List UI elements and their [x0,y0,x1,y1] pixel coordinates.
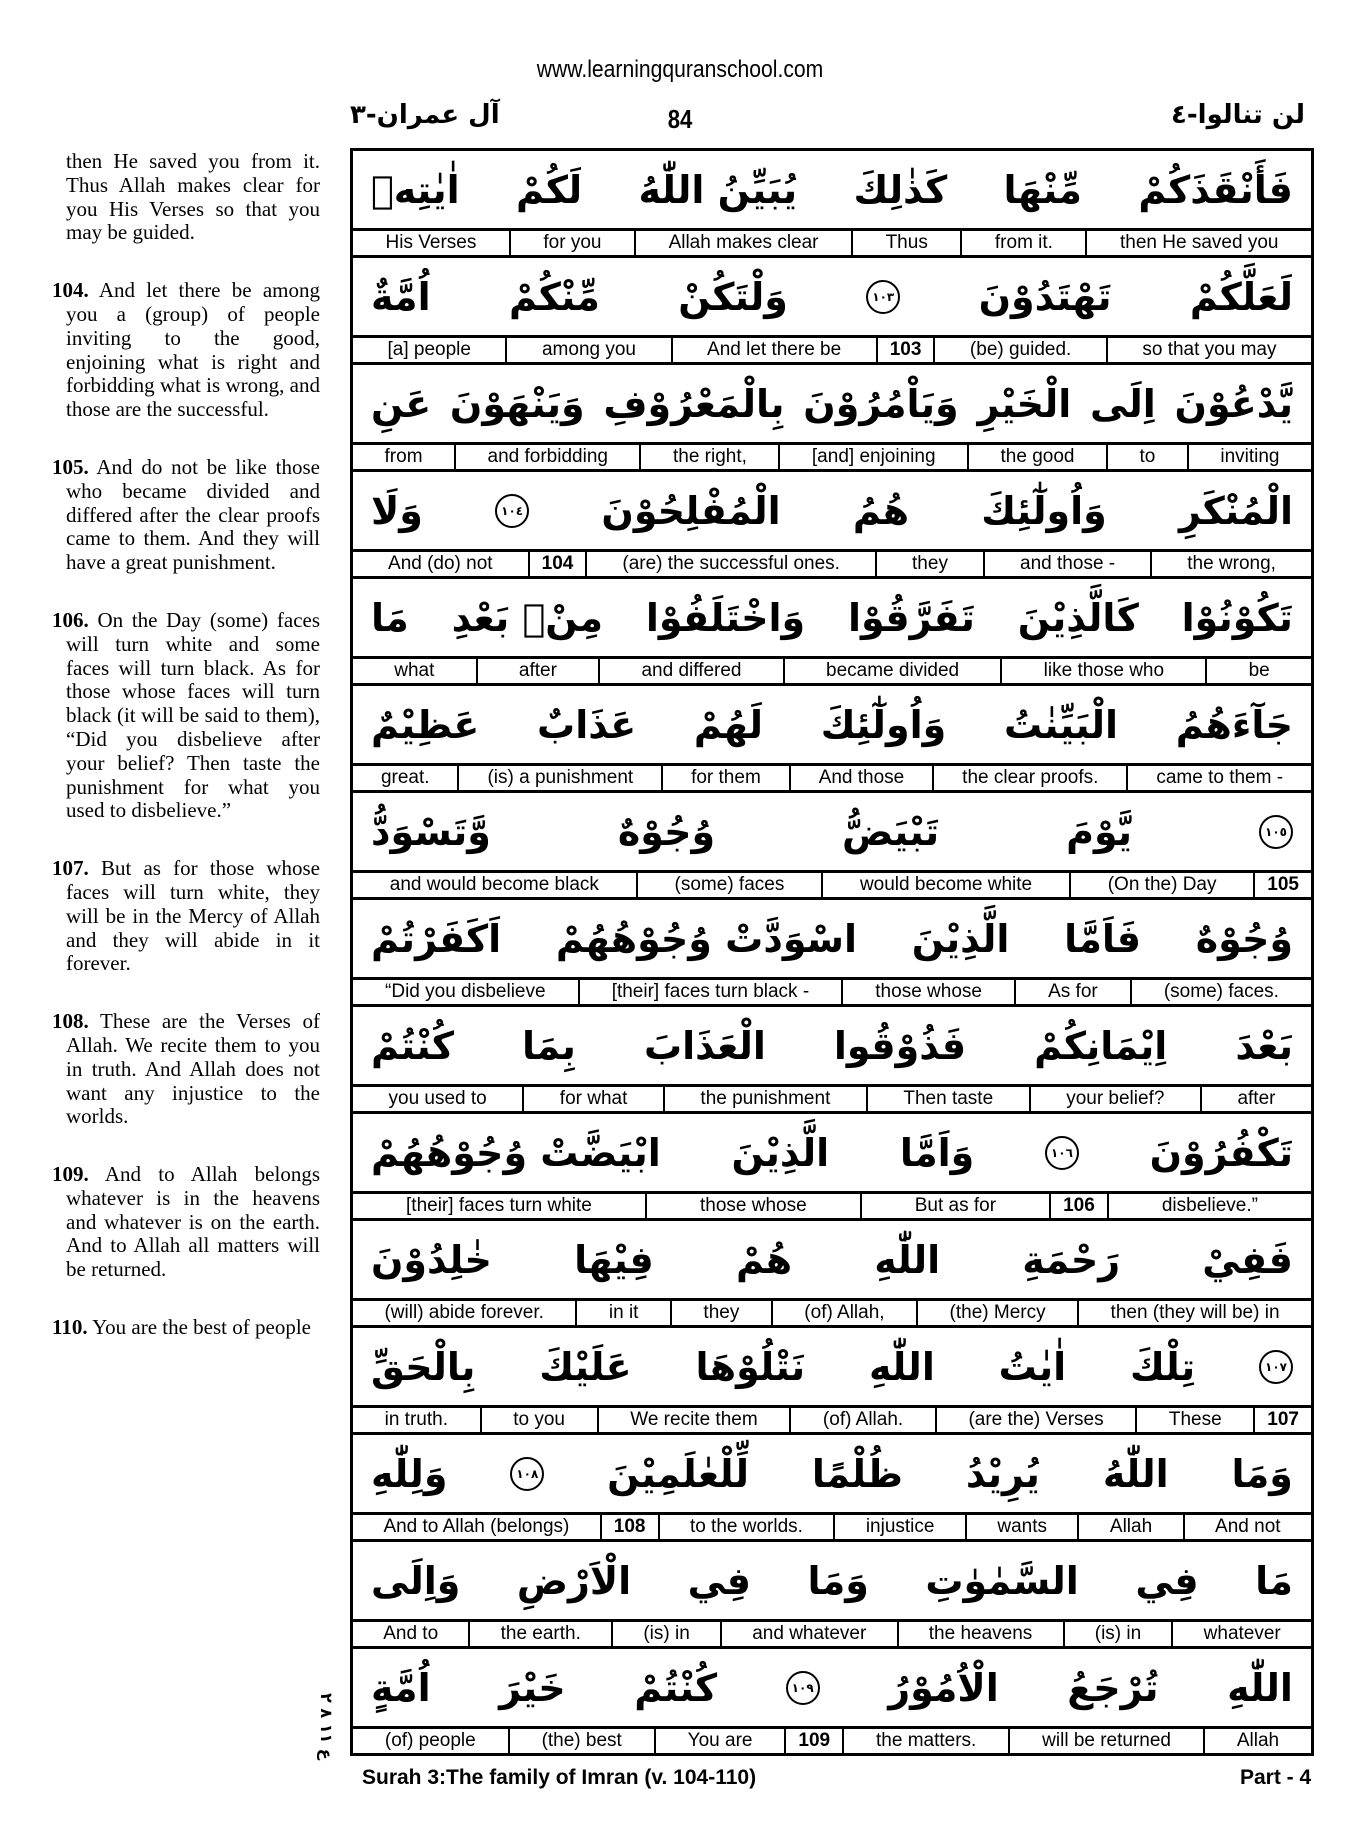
english-word-cell: and differed [598,659,783,683]
surah-name-arabic: آل عمران-٣ [350,100,500,130]
arabic-word: كُنْتُمْ [371,1023,454,1068]
verse-number-cell: 103 [876,338,934,362]
arabic-word: وُجُوْهٌ [617,809,716,854]
arabic-word: بِمَا [521,1023,576,1068]
english-word-cell: And not [1183,1515,1311,1539]
arabic-word: هُمُ [852,488,910,533]
arabic-word: الْمُنْكَرِ [1178,488,1293,533]
arabic-word: فَذُوْقُوا [833,1023,967,1068]
arabic-word: وَلِلّٰهِ [371,1451,448,1496]
english-word-cell: in it [575,1301,670,1325]
translation-verse [52,279,320,422]
english-word-cell: Then taste [866,1087,1029,1111]
arabic-word: تُرْجَعُ [1067,1665,1159,1710]
arabic-word: الْبَيِّنٰتُ [1003,702,1119,747]
english-word-cell: disbelieve.” [1107,1194,1311,1218]
verse-text: But as for those whose faces will turn white, they will be in the Mercy of Allah and they will abide in it forever. [66,856,320,976]
arabic-row [353,1542,1311,1622]
arabic-word: وَاُولٰٓئِكَ [820,702,947,747]
arabic-word: يُبَيِّنُ اللّٰهُ [638,167,798,212]
english-word-cell: like those who [1000,659,1205,683]
english-word-cell: and forbidding [454,445,639,469]
verse-number: 105. [52,454,89,479]
english-word-cell: so that you may [1106,338,1311,362]
english-word-cell: (some) faces [636,873,821,897]
arabic-row [353,900,1311,980]
arabic-row [353,472,1311,552]
english-word-cell: wants [965,1515,1078,1539]
english-word-cell: will be returned [1008,1729,1203,1753]
english-word-cell: the matters. [842,1729,1008,1753]
translation-verse [52,1163,320,1282]
english-word-cell: you used to [388,1088,487,1109]
arabic-word: مَا [371,595,409,640]
arabic-row [353,579,1311,659]
arabic-word: وَاِلَى [371,1558,461,1603]
english-word-cell: (of) people [384,1730,476,1751]
verse-number-cell: 107 [1253,1408,1311,1432]
english-word-cell: injustice [833,1515,965,1539]
english-word-cell: (will) abide forever. [384,1302,544,1323]
arabic-word: عَذَابٌ [537,702,637,747]
english-word-cell: (is) a punishment [457,766,661,790]
english-word-cell: great. [380,767,430,788]
footer-part: Part - 4 [1240,1766,1312,1789]
arabic-word: الَّذِيْنَ [731,1130,830,1175]
english-word-cell: (some) faces. [1130,980,1311,1004]
english-row [353,980,1311,1007]
arabic-word: الْاَرْضِ [516,1558,632,1603]
arabic-word: مِنْۢ بَعْدِ [451,595,604,640]
verse-number: 110. [52,1315,88,1340]
arabic-word: اٰيٰتِهٖ [371,167,460,212]
arabic-word: يَّدْعُوْنَ [1174,381,1293,426]
english-word-cell: “Did you disbelieve [385,981,546,1002]
english-row [353,1408,1311,1435]
english-word-cell: Thus [851,231,960,255]
verse-number-cell: 106 [1049,1194,1107,1218]
translation-verse [52,150,320,245]
arabic-word: وَّتَسْوَدُّ [371,809,491,854]
verse-number-cell: 105 [1253,873,1311,897]
english-word-cell: to you [480,1408,597,1432]
english-word-cell: And to Allah (belongs) [383,1516,570,1537]
arabic-word: مِّنْهَا [1003,167,1082,212]
english-word-cell: in truth. [384,1409,448,1430]
verse-text: then He saved you from it. Thus Allah makes clear for you His Verses so that you may be guided. [66,149,320,245]
english-word-cell: your belief? [1029,1087,1200,1111]
arabic-word: اُمَّةٌ [371,274,431,319]
ruku-marker-text: ع ۱۱ ٨ ٢ [317,1693,336,1760]
english-word-cell: and would become black [389,874,599,895]
english-word-cell: (the) Mercy [916,1301,1077,1325]
arabic-word: رَحْمَةِ [1022,1237,1121,1282]
verse-end-marker-icon: ١٠٦ [1045,1136,1079,1170]
english-word-cell: [and] enjoining [778,445,967,469]
verse-number-cell: 109 [784,1729,842,1753]
translation-verse [52,456,320,575]
arabic-word: فَفِيْ [1202,1237,1293,1282]
english-word-cell: We recite them [597,1408,790,1432]
arabic-word: فِيْهَا [574,1237,654,1282]
english-word-cell: and those - [983,552,1150,576]
arabic-word: الَّذِيْنَ [911,916,1010,961]
arabic-row [353,1649,1311,1729]
english-word-cell: (are the) Verses [935,1408,1135,1432]
verse-number: 107. [52,856,89,881]
arabic-word: وَاُولٰٓئِكَ [981,488,1107,533]
arabic-word: الْخَيْرِ [977,381,1072,426]
arabic-word: بِالْمَعْرُوْفِ [603,381,785,426]
verse-end-marker-icon: ١٠٧ [1259,1350,1293,1384]
english-row [353,1622,1311,1649]
arabic-word: لَعَلَّكُمْ [1189,274,1293,319]
arabic-row [353,258,1311,338]
verse-text: These are the Verses of Allah. We recite them to you in truth. And Allah does not want any injustice to the worlds. [66,1009,320,1129]
verse-number: 108. [52,1009,89,1034]
arabic-row [353,1328,1311,1408]
arabic-word: اللّٰهِ [1227,1665,1293,1710]
arabic-word: اُمَّةٍ [371,1665,431,1710]
english-word-cell: they [875,552,983,576]
arabic-word: وَاخْتَلَفُوْا [645,595,806,640]
arabic-word: الْاُمُوْرُ [888,1665,999,1710]
arabic-word: يَّوْمَ [1066,809,1133,854]
arabic-word: مِّنْكُمْ [508,274,600,319]
english-row [353,1515,1311,1542]
translation-verse [52,609,320,823]
english-word-cell: the right, [639,445,778,469]
arabic-word: وَاَمَّا [899,1130,975,1175]
arabic-word: فِي [1135,1558,1199,1603]
arabic-word: جَآءَهُمُ [1175,702,1293,747]
verse-text: And let there be among you a (group) of people inviting to the good, enjoining what is right and forbidding what is wrong, and those are the successful. [66,278,320,422]
arabic-word: وَمَا [807,1558,869,1603]
english-word-cell: (the) best [508,1729,654,1753]
english-word-cell: the punishment [663,1087,866,1111]
arabic-row [353,1007,1311,1087]
juz-name-arabic: لن تنالوا-٤ [1171,100,1305,130]
arabic-word: ظُلْمًا [811,1451,903,1496]
arabic-word: نَتْلُوْهَا [695,1344,806,1389]
arabic-word: هُمْ [735,1237,793,1282]
arabic-word: لَهُمْ [693,702,764,747]
english-word-cell: those whose [645,1194,860,1218]
arabic-word: الْمُفْلِحُوْنَ [601,488,781,533]
english-word-cell: the good [967,445,1106,469]
verse-number: 106. [52,607,89,632]
arabic-word: لَكُمْ [516,167,583,212]
arabic-word: مَا [1255,1558,1293,1603]
verse-text: And to Allah belongs whatever is in the heavens and whatever is on the earth. And to Allah all matters will be returned. [66,1162,321,1282]
english-word-cell: (is) in [611,1622,720,1646]
arabic-word: بَعْدَ [1235,1023,1293,1068]
translation-verse [52,1316,320,1340]
arabic-word: خَيْرَ [499,1665,566,1710]
arabic-row [353,686,1311,766]
arabic-row [353,151,1311,231]
english-word-cell: the wrong, [1150,552,1311,576]
verse-end-marker-icon: ١٠٤ [495,494,529,528]
arabic-row [353,365,1311,445]
verse-number: 109. [52,1162,89,1187]
english-word-cell: what [394,660,435,681]
english-word-cell: became divided [783,659,1001,683]
verse-text: You are the best of people [92,1315,311,1340]
arabic-word: وَيَاْمُرُوْنَ [803,381,959,426]
english-word-cell: they [670,1301,771,1325]
english-word-cell: from it. [960,231,1085,255]
english-word-cell: among you [505,338,670,362]
arabic-word: اللّٰهِ [869,1344,935,1389]
ruku-marker [316,1693,346,1760]
english-word-cell: to the worlds. [658,1515,834,1539]
arabic-word: تَهْتَدُوْنَ [978,274,1112,319]
english-word-cell: Allah [1203,1729,1311,1753]
arabic-word: تِلْكَ [1130,1344,1196,1389]
translation-column [52,150,320,1340]
english-row [353,873,1311,900]
arabic-word: عَنِ [371,381,432,426]
word-by-word-table [350,148,1314,1756]
english-word-cell: the heavens [897,1622,1063,1646]
english-word-cell: the clear proofs. [932,766,1126,790]
english-word-cell: inviting [1187,445,1311,469]
english-word-cell: (are) the successful ones. [585,552,875,576]
english-row [353,338,1311,365]
arabic-word: تَفَرَّقُوْا [847,595,975,640]
verse-text: On the Day (some) faces will turn white and some faces will turn black. As for those whose faces will turn black (it will be said to them), “Did you disbelieve after your belief? Then taste the punishment for what you used to disbelieve.” [66,607,321,823]
arabic-word: عَلَيْكَ [539,1344,632,1389]
english-word-cell: from [384,446,423,467]
translation-verse [52,1010,320,1129]
arabic-word: كَالَّذِيْنَ [1017,595,1139,640]
arabic-word: وَلْتَكُنْ [678,274,788,319]
arabic-word: وَلَا [371,488,423,533]
english-word-cell: You are [654,1729,785,1753]
verse-number-cell: 108 [600,1515,658,1539]
english-row [353,1087,1311,1114]
arabic-row [353,1114,1311,1194]
arabic-word: كُنْتُمْ [634,1665,718,1710]
verse-end-marker-icon: ١٠٩ [786,1671,820,1705]
footer-surah-title: Surah 3:The family of Imran (v. 104-110) [362,1766,757,1789]
english-word-cell: And to [383,1623,439,1644]
english-word-cell: [their] faces turn white [406,1195,592,1216]
english-word-cell: would become white [821,873,1069,897]
verse-text: And do not be like those who became divided and differed after the clear proofs came to them. And they will have a great punishment. [66,454,321,575]
english-word-cell: for what [522,1087,663,1111]
verse-number: 104. [52,278,89,303]
english-word-cell: As for [1014,980,1130,1004]
english-word-cell: (of) Allah, [771,1301,916,1325]
english-row [353,766,1311,793]
english-word-cell: whatever [1171,1622,1311,1646]
site-url: www.learningquranschool.com [536,56,824,83]
english-word-cell: These [1135,1408,1253,1432]
arabic-row [353,793,1311,873]
english-word-cell: [a] people [387,339,471,360]
arabic-word: ابْيَضَّتْ وُجُوْهُهُمْ [371,1130,661,1175]
arabic-word: اَكَفَرْتُمْ [371,916,502,961]
english-row [353,552,1311,579]
arabic-word: فِي [687,1558,751,1603]
english-word-cell: then He saved you [1085,231,1311,255]
arabic-word: تَكُوْنُوْا [1181,595,1293,640]
english-word-cell: But as for [860,1194,1049,1218]
english-word-cell: And let there be [671,338,876,362]
english-word-cell: [their] faces turn black - [578,980,842,1004]
english-row [353,1301,1311,1328]
arabic-word: عَظِيْمٌ [371,702,480,747]
arabic-word: لِّلْعٰلَمِيْنَ [607,1451,750,1496]
english-row [353,231,1311,258]
english-word-cell: And (do) not [388,553,493,574]
verse-end-marker-icon: ١٠٨ [510,1457,544,1491]
arabic-row [353,1221,1311,1301]
english-word-cell: And those [789,766,932,790]
english-word-cell: be [1205,659,1311,683]
english-word-cell: (is) in [1063,1622,1172,1646]
arabic-word: بِالْحَقِّ [371,1344,476,1389]
arabic-word: تَكْفُرُوْنَ [1149,1130,1293,1175]
english-word-cell: Allah makes clear [634,231,851,255]
english-word-cell: (of) Allah. [789,1408,935,1432]
arabic-word: تَبْيَضُّ [842,809,940,854]
english-word-cell: for you [509,231,634,255]
arabic-word: وَمَا [1231,1451,1293,1496]
arabic-word: الْعَذَابَ [643,1023,766,1068]
arabic-row [353,1435,1311,1515]
english-word-cell: after [1200,1087,1311,1111]
arabic-word: وَيَنْهَوْنَ [449,381,585,426]
english-word-cell: after [476,659,599,683]
english-word-cell: His Verses [385,232,477,253]
english-word-cell: and whatever [720,1622,897,1646]
english-word-cell: for them [661,766,789,790]
english-word-cell: (On the) Day [1069,873,1253,897]
english-row [353,659,1311,686]
english-word-cell: the earth. [468,1622,611,1646]
english-word-cell: Allah [1077,1515,1182,1539]
english-word-cell: those whose [841,980,1014,1004]
arabic-word: اسْوَدَّتْ وُجُوْهُهُمْ [555,916,858,961]
page-number: 84 [667,104,693,134]
arabic-word: اللّٰهُ [1102,1451,1169,1496]
arabic-word: اِلَى [1090,381,1156,426]
arabic-word: اللّٰهِ [874,1237,941,1282]
arabic-word: فَأَنْقَذَكُمْ [1138,167,1293,212]
arabic-word: يُرِيْدُ [965,1451,1040,1496]
english-row [353,1194,1311,1221]
arabic-word: وُجُوْهٌ [1195,916,1293,961]
arabic-word: فَاَمَّا [1064,916,1142,961]
verse-end-marker-icon: ١٠٥ [1259,815,1293,849]
arabic-word: اٰيٰتُ [998,1344,1067,1389]
english-word-cell: came to them - [1126,766,1311,790]
english-word-cell: then (they will be) in [1077,1301,1311,1325]
english-row [353,445,1311,472]
translation-verse [52,857,320,976]
arabic-word: خٰلِدُوْنَ [371,1237,492,1282]
verse-end-marker-icon: ١٠٣ [866,280,900,314]
english-word-cell: (be) guided. [933,338,1105,362]
arabic-word: اِيْمَانِكُمْ [1034,1023,1168,1068]
arabic-word: كَذٰلِكَ [853,167,948,212]
english-word-cell: to [1106,445,1187,469]
arabic-word: السَّمٰوٰتِ [925,1558,1079,1603]
english-row [353,1729,1311,1753]
verse-number-cell: 104 [528,552,586,576]
